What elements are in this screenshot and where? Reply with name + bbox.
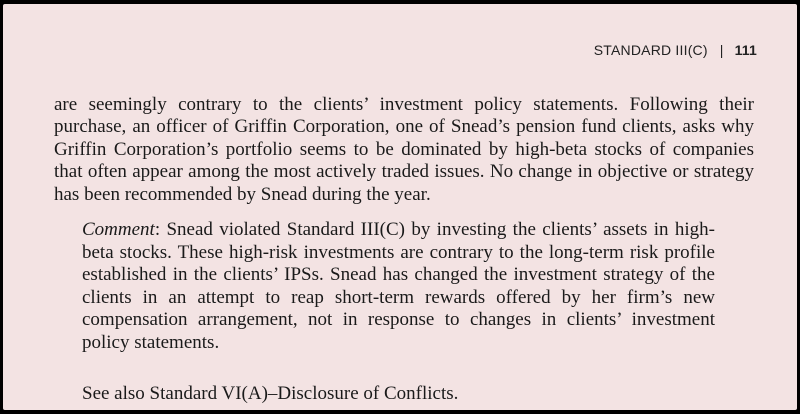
body-paragraph-block [54,94,754,206]
comment-block [82,219,715,355]
see-also-note: See also Standard VI(A)–Disclosure of Conflicts. [82,383,459,404]
section-title: STANDARD III(C) [593,42,708,58]
document-page [3,4,797,410]
comment-text: : Snead violated Standard III(C) by investing the clients’ assets in high-beta stocks. These high-risk investments are contrary to the long-term risk profile established in the clients’ IPSs. Snead has changed the investment strategy of the clients in an attempt to reap short-term rewards offered by her firm’s new compensation arrangement, not in response to changes in clients’ investment policy statements. [82,219,715,353]
comment-paragraph [82,219,715,355]
page-number: 111 [734,42,757,58]
body-paragraph: are seemingly contrary to the clients’ investment policy statements. Following their purchase, an officer of Griffin Corporation, one of Snead’s pension fund clients, asks why Griffin Corporation’s portfolio seems to be dominated by high-beta stocks of companies that often appear among the most actively traded issues. No change in objective or strategy has been recommended by Snead during the year. [54,94,754,205]
running-header [594,42,757,58]
header-separator: | [719,42,724,58]
comment-label: Comment [82,219,155,240]
